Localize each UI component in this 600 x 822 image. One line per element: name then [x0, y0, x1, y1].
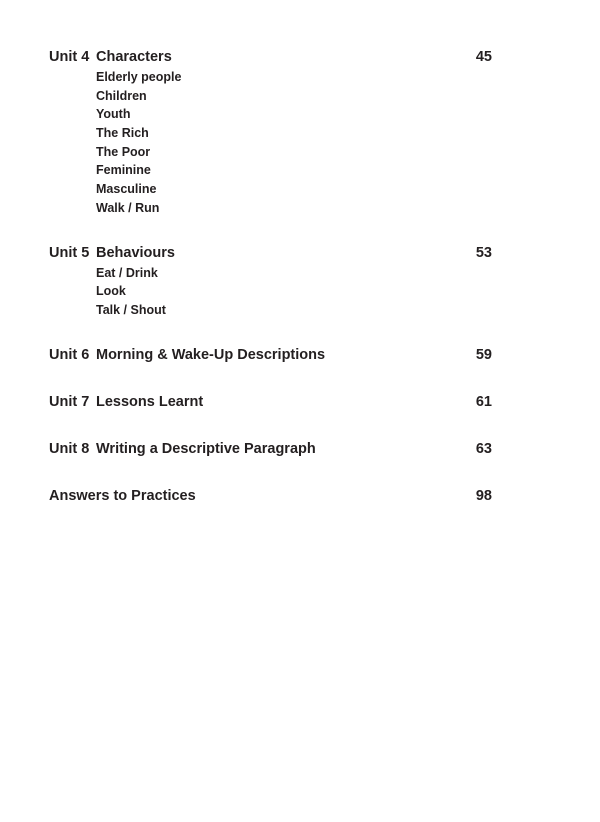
entry-title: Writing a Descriptive Paragraph — [96, 440, 316, 457]
subitem: Eat / Drink — [96, 265, 158, 280]
subitem: Youth — [96, 107, 131, 122]
unit-label: Unit 5 — [49, 244, 90, 261]
subitem: Look — [96, 284, 126, 299]
table-of-contents — [49, 46, 492, 507]
entry-title: Answers to Practices — [49, 487, 196, 504]
entry-title: Lessons Learnt — [96, 393, 204, 410]
unit-label: Unit 8 — [49, 440, 90, 457]
subitem: The Rich — [96, 126, 149, 141]
subitem: Masculine — [96, 182, 157, 197]
toc-entry-unit-5 — [49, 242, 492, 320]
page-number: 53 — [475, 244, 492, 261]
toc-entry-unit-4 — [49, 46, 492, 218]
toc-entry-heading — [49, 344, 492, 366]
unit-label: Unit 4 — [49, 49, 90, 65]
toc-entry-heading — [49, 438, 492, 460]
page-number: 63 — [475, 440, 492, 457]
toc-entry-heading — [49, 46, 492, 68]
toc-entry-unit-7 — [49, 391, 492, 413]
subitem: Talk / Shout — [96, 302, 166, 317]
subitem: The Poor — [96, 144, 151, 159]
toc-entry-heading — [49, 391, 492, 413]
toc-entry-answers — [49, 485, 492, 507]
toc-entry-heading — [49, 485, 492, 507]
entry-title: Characters — [96, 49, 172, 65]
toc-entry-unit-6 — [49, 344, 492, 366]
subitem: Elderly people — [96, 70, 182, 84]
subitem-list — [49, 68, 492, 218]
page-number: 98 — [475, 487, 492, 504]
subitem-list — [49, 264, 492, 320]
page-number: 59 — [475, 346, 492, 363]
toc-entry-heading — [49, 242, 492, 264]
toc-entry-unit-8 — [49, 438, 492, 460]
page-number: 45 — [475, 49, 492, 65]
subitem: Children — [96, 88, 147, 103]
unit-label: Unit 7 — [49, 393, 90, 410]
page-number: 61 — [475, 393, 492, 410]
subitem: Feminine — [96, 163, 151, 178]
entry-title: Morning & Wake-Up Descriptions — [96, 346, 326, 363]
entry-title: Behaviours — [96, 244, 175, 261]
subitem: Walk / Run — [96, 200, 160, 215]
unit-label: Unit 6 — [49, 346, 90, 363]
